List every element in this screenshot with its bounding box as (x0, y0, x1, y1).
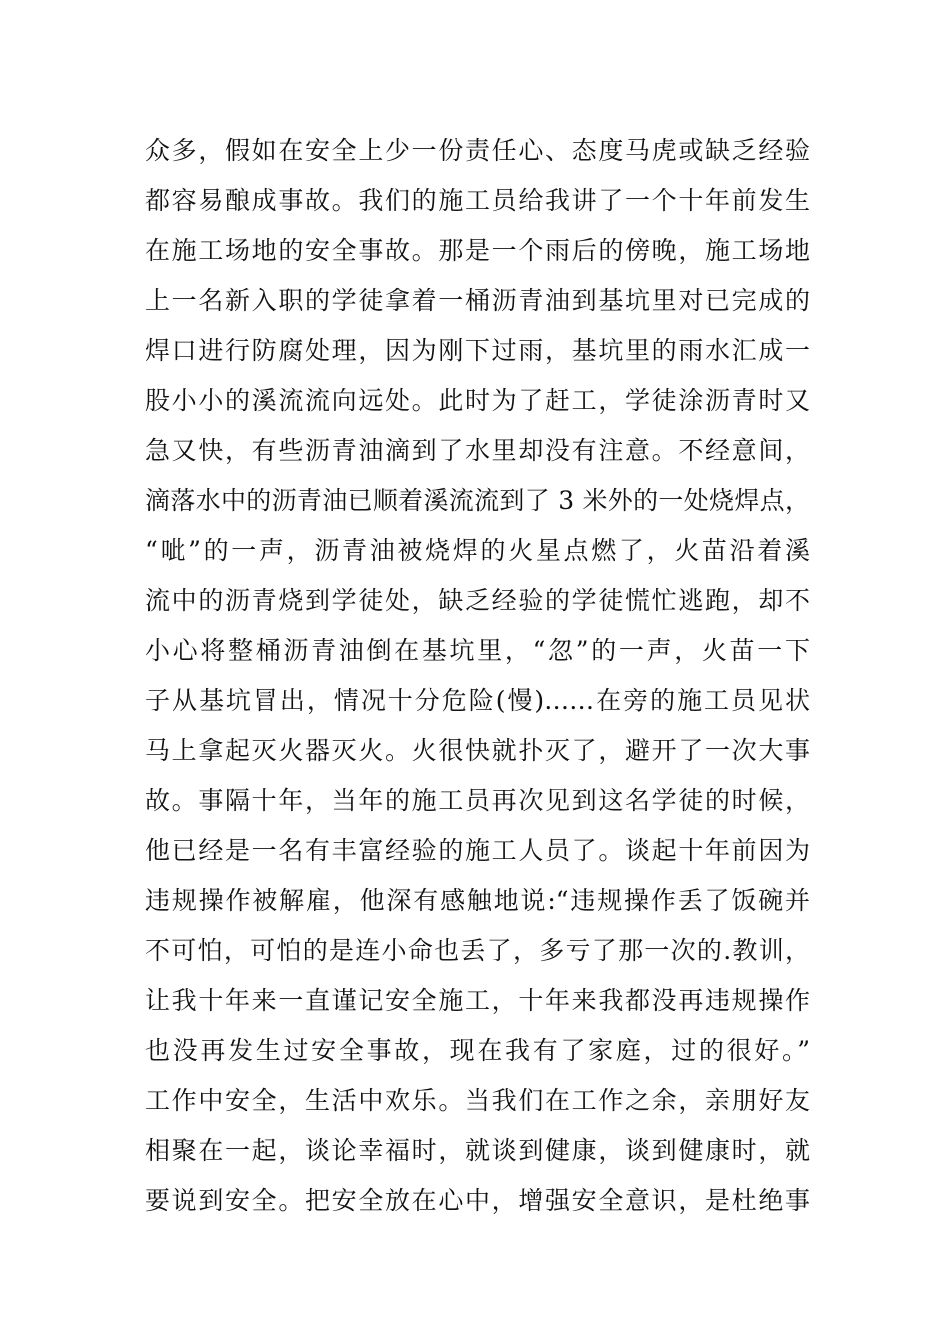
text-line: 焊口进行防腐处理，因为刚下过雨，基坑里的雨水汇成一 (145, 336, 810, 365)
text-line: 众多，假如在安全上少一份责任心、态度马虎或缺乏经验 (145, 136, 810, 165)
text-line: 工作中安全，生活中欢乐。当我们在工作之余，亲朋好友 (145, 1086, 810, 1115)
text-line: 小心将整桶沥青油倒在基坑里，“忽”的一声，火苗一下 (145, 636, 810, 665)
text-line: 股小小的溪流流向远处。此时为了赶工，学徒涂沥青时又 (145, 386, 810, 415)
text-line: 流中的沥青烧到学徒处，缺乏经验的学徒慌忙逃跑，却不 (145, 586, 810, 615)
text-line: 要说到安全。把安全放在心中，增强安全意识，是杜绝事 (145, 1186, 810, 1215)
text-line: 都容易酿成事故。我们的施工员给我讲了一个十年前发生 (145, 186, 810, 215)
text-line: 在施工场地的安全事故。那是一个雨后的傍晚，施工场地 (145, 236, 810, 265)
text-line: 不可怕，可怕的是连小命也丢了，多亏了那一次的.教训， (145, 936, 810, 965)
text-line: 他已经是一名有丰富经验的施工人员了。谈起十年前因为 (145, 836, 810, 865)
text-line: 违规操作被解雇，他深有感触地说:“违规操作丢了饭碗并 (145, 886, 810, 915)
text-line: 滴落水中的沥青油已顺着溪流流到了 3 米外的一处烧焊点， (145, 486, 810, 515)
document-body (145, 126, 810, 1226)
text-line: 故。事隔十年，当年的施工员再次见到这名学徒的时候， (145, 786, 810, 815)
text-line: 上一名新入职的学徒拿着一桶沥青油到基坑里对已完成的 (145, 286, 810, 315)
text-line: 让我十年来一直谨记安全施工，十年来我都没再违规操作 (145, 986, 810, 1015)
text-line: 子从基坑冒出，情况十分危险(慢)……在旁的施工员见状 (145, 686, 810, 715)
text-line: 马上拿起灭火器灭火。火很快就扑灭了，避开了一次大事 (145, 736, 810, 765)
text-line: 相聚在一起，谈论幸福时，就谈到健康，谈到健康时，就 (145, 1136, 810, 1165)
text-line: 也没再发生过安全事故，现在我有了家庭，过的很好。” (145, 1036, 810, 1065)
text-line: 急又快，有些沥青油滴到了水里却没有注意。不经意间， (145, 436, 810, 465)
text-line: “呲”的一声，沥青油被烧焊的火星点燃了，火苗沿着溪 (145, 536, 810, 565)
